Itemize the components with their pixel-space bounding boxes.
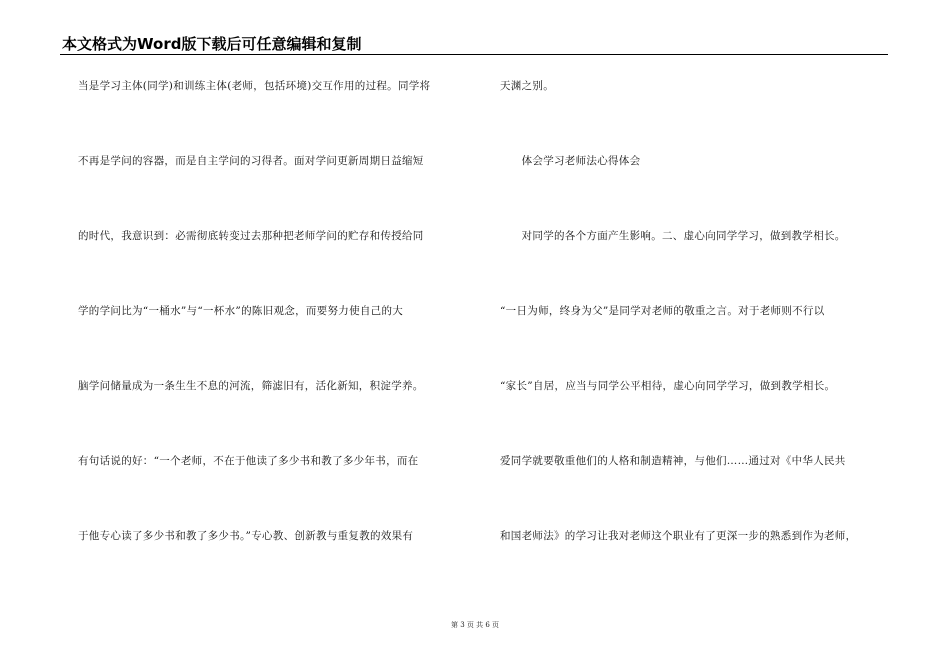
text-line: 对同学的各个方面产生影响。二、虚心向同学学习，做到教学相长。 <box>500 230 846 242</box>
text-line: 于他专心读了多少书和教了多少书。”专心教、创新教与重复教的效果有 <box>78 530 414 542</box>
document-header-title: 本文格式为Word版下载后可任意编辑和复制 <box>62 35 362 53</box>
text-line: 不再是学问的容器，而是自主学问的习得者。面对学问更新周期日益缩短 <box>78 155 424 167</box>
text-line: “家长”自居，应当与同学公平相待，虚心向同学学习，做到教学相长。 <box>500 380 836 392</box>
text-line: “一日为师，终身为父”是同学对老师的敬重之言。对于老师则不行以 <box>500 305 825 317</box>
section-heading: 体会学习老师法心得体会 <box>500 155 641 167</box>
text-line: 天渊之别。 <box>500 80 554 92</box>
header-divider <box>60 54 888 55</box>
text-line: 的时代，我意识到：必需彻底转变过去那种把老师学问的贮存和传授给同 <box>78 230 424 242</box>
text-line: 学的学问比为“一桶水”与“一杯水”的陈旧观念，而要努力使自己的大 <box>78 305 404 317</box>
text-line: 和国老师法》的学习让我对老师这个职业有了更深一步的熟悉到作为老师， <box>500 530 857 542</box>
text-line: 爱同学就要敬重他们的人格和制造精神，与他们……通过对《中华人民共 <box>500 455 846 467</box>
page-number-footer: 第 3 页 共 6 页 <box>450 621 500 629</box>
text-line: 当是学习主体(同学)和训练主体(老师，包括环境)交互作用的过程。同学将 <box>78 80 431 92</box>
text-line: 有句话说的好：“一个老师，不在于他读了多少书和教了多少年书，而在 <box>78 455 419 467</box>
text-line: 脑学问储量成为一条生生不息的河流，筛滤旧有，活化新知，积淀学养。 <box>78 380 424 392</box>
